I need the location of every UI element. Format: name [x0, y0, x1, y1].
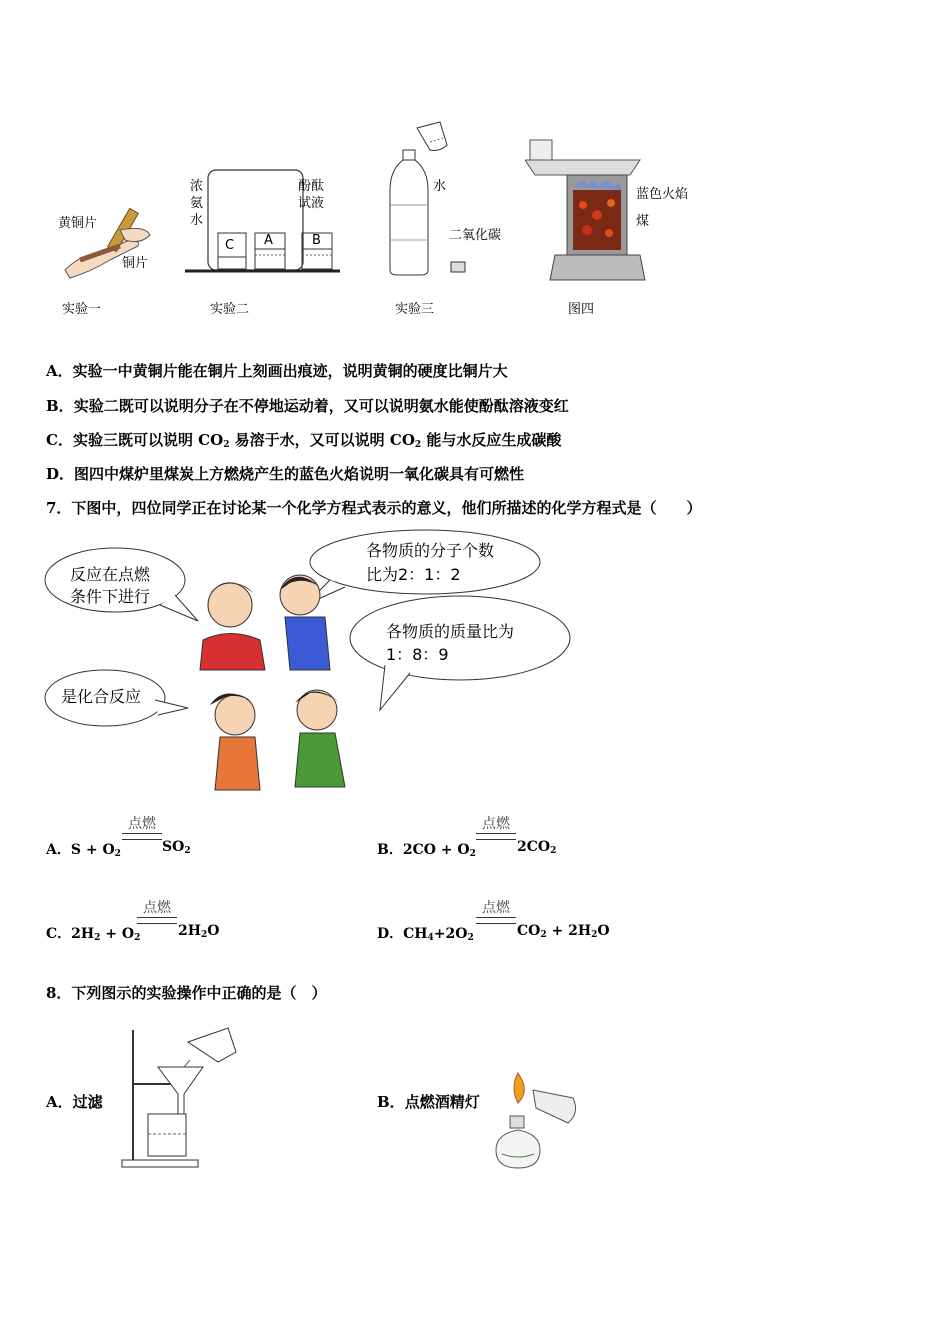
q7-option-b: B．$2CO + O_2$ — [377, 842, 476, 859]
students-illustration — [195, 565, 365, 795]
q7-option-a: A．$S + O_2$ — [46, 842, 121, 859]
exp1-caption: 实验一 — [62, 302, 102, 317]
q7-b-condition: 点燃 — [482, 816, 510, 832]
alcohol-lamp-illustration — [488, 1068, 588, 1176]
q6-option-b: B．实验二既可以说明分子在不停地运动着，又可以说明氨水能使酚酞溶液变红 — [46, 397, 569, 415]
q6-option-c: C．实验三既可以说明 $CO_2$ 易溶于水，又可以说明 $CO_2$ 能与水反应生成碳酸 — [46, 431, 562, 450]
exp2-beaker-c: C — [225, 238, 235, 253]
q8-stem: 8．下列图示的实验操作中正确的是（ ） — [46, 984, 327, 1002]
bubble-1-line1: 反应在点燃 — [70, 565, 151, 584]
filtration-apparatus — [118, 1022, 243, 1170]
q7-option-c: C．$2H_2 + O_2$ — [46, 926, 141, 943]
q7-stem: 7．下图中，四位同学正在讨论某一个化学方程式表示的意义，他们所描述的化学方程式是（ ） — [46, 499, 702, 517]
exp2-caption: 实验二 — [210, 302, 250, 317]
q7-option-d: D．$CH_4+2O_2$ — [377, 926, 474, 943]
fig4-caption: 图四 — [568, 302, 595, 317]
q7-option-d-product: $CO_2 + 2H_2O$ — [517, 923, 610, 940]
q7-option-b-product: $2CO_2$ — [517, 839, 557, 856]
exp1-label-copper: 铜片 — [122, 256, 149, 271]
q8-option-b: B．点燃酒精灯 — [377, 1093, 480, 1111]
q7-option-c-product: $2H_2O$ — [178, 923, 220, 940]
fig4-label-flame: 蓝色火焰 — [636, 187, 689, 202]
q6-option-d: D．图四中煤炉里煤炭上方燃烧产生的蓝色火焰说明一氧化碳具有可燃性 — [46, 465, 525, 483]
bubble-3-line2: 1：8：9 — [386, 645, 449, 664]
bubble-2-line1: 各物质的分子个数 — [366, 541, 495, 560]
q7-c-equals-bar — [137, 917, 177, 924]
q7-d-condition: 点燃 — [482, 900, 510, 916]
bubble-2-line2: 比为2：1：2 — [366, 565, 461, 584]
q7-c-condition: 点燃 — [143, 900, 171, 916]
q8-option-a: A．过滤 — [46, 1093, 103, 1111]
q7-b-equals-bar — [476, 833, 516, 840]
bubble-3-line1: 各物质的质量比为 — [386, 622, 515, 641]
bubble-4: 是化合反应 — [61, 687, 142, 706]
exp3-label-co2: 二氧化碳 — [449, 228, 502, 243]
exp2-label-ammonia: 浓 氨 水 — [190, 179, 204, 228]
exp3-illustration — [385, 120, 470, 280]
q7-a-condition: 点燃 — [128, 816, 156, 832]
exp2-beaker-b: B — [312, 233, 321, 248]
fig4-label-coal: 煤 — [636, 214, 650, 229]
q7-option-a-product: $SO_2$ — [162, 839, 191, 856]
q7-d-equals-bar — [476, 917, 516, 924]
exp2-label-phenol: 酚酞 试液 — [298, 179, 325, 211]
bubble-1-line2: 条件下进行 — [70, 587, 151, 606]
exp1-label-brass: 黄铜片 — [58, 216, 98, 231]
exp3-caption: 实验三 — [395, 302, 435, 317]
q7-a-equals-bar — [122, 833, 162, 840]
exp3-label-water: 水 — [433, 179, 447, 194]
exp2-beaker-a: A — [264, 233, 273, 248]
q6-option-a: A．实验一中黄铜片能在铜片上刻画出痕迹，说明黄铜的硬度比铜片大 — [46, 362, 508, 380]
